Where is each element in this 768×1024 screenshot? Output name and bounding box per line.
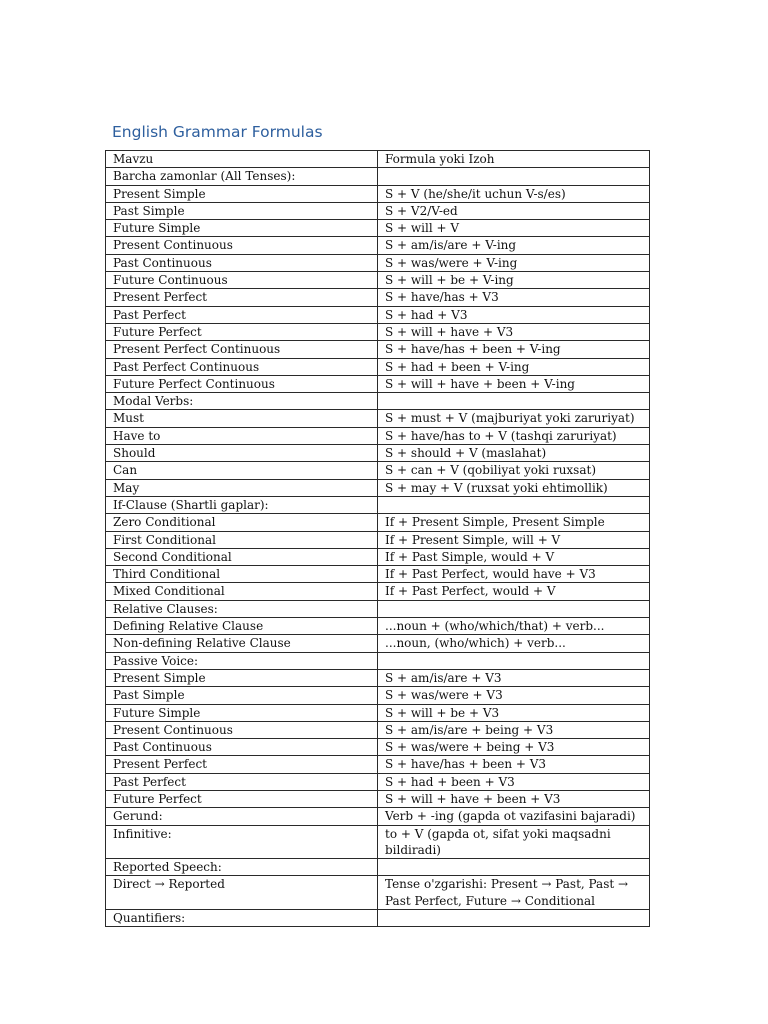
topic-cell: Present Perfect Continuous (106, 341, 378, 358)
topic-cell: Past Perfect Continuous (106, 358, 378, 375)
formula-cell (378, 652, 650, 669)
topic-cell: Future Perfect (106, 323, 378, 340)
table-row (106, 202, 650, 219)
formula-cell: S + am/is/are + being + V3 (378, 721, 650, 738)
topic-cell: If-Clause (Shartli gaplar): (106, 496, 378, 513)
topic-cell: Future Continuous (106, 272, 378, 289)
table-row (106, 358, 650, 375)
topic-cell: Past Perfect (106, 306, 378, 323)
topic-cell: Past Continuous (106, 254, 378, 271)
table-row (106, 808, 650, 825)
table-row (106, 496, 650, 513)
formula-cell: ...noun, (who/which) + verb... (378, 635, 650, 652)
document-title: English Grammar Formulas (112, 123, 323, 141)
formula-cell: S + may + V (ruxsat yoki ehtimollik) (378, 479, 650, 496)
topic-cell: Must (106, 410, 378, 427)
table-row (106, 669, 650, 686)
formula-cell: If + Past Simple, would + V (378, 548, 650, 565)
topic-cell: Zero Conditional (106, 514, 378, 531)
formula-cell: S + have/has + V3 (378, 289, 650, 306)
formula-cell: S + will + V (378, 220, 650, 237)
topic-cell: May (106, 479, 378, 496)
formula-cell: If + Present Simple, will + V (378, 531, 650, 548)
topic-cell: Non-defining Relative Clause (106, 635, 378, 652)
header-cell-formula: Formula yoki Izoh (378, 151, 650, 168)
formula-cell: S + had + been + V-ing (378, 358, 650, 375)
table-row (106, 704, 650, 721)
formula-cell: S + was/were + V3 (378, 687, 650, 704)
table-row (106, 910, 650, 927)
formula-cell: to + V (gapda ot, sifat yoki maqsadni bildiradi) (378, 825, 650, 859)
topic-cell: Future Perfect Continuous (106, 375, 378, 392)
formula-cell: S + had + been + V3 (378, 773, 650, 790)
formula-cell (378, 859, 650, 876)
topic-cell: Present Continuous (106, 237, 378, 254)
table-row (106, 652, 650, 669)
table-row (106, 462, 650, 479)
formula-cell: S + V2/V-ed (378, 202, 650, 219)
table-row (106, 859, 650, 876)
formula-cell: S + was/were + V-ing (378, 254, 650, 271)
formula-cell (378, 168, 650, 185)
topic-cell: Modal Verbs: (106, 393, 378, 410)
topic-cell: Can (106, 462, 378, 479)
formula-cell: S + must + V (majburiyat yoki zaruriyat) (378, 410, 650, 427)
formula-cell: S + can + V (qobiliyat yoki ruxsat) (378, 462, 650, 479)
topic-cell: First Conditional (106, 531, 378, 548)
topic-cell: Direct → Reported (106, 876, 378, 910)
formula-cell: Tense o'zgarishi: Present → Past, Past → Past Perfect, Future → Conditional (378, 876, 650, 910)
table-row (106, 237, 650, 254)
formula-cell: S + will + be + V-ing (378, 272, 650, 289)
table-row (106, 790, 650, 807)
formula-cell: S + was/were + being + V3 (378, 739, 650, 756)
formula-cell: S + should + V (maslahat) (378, 445, 650, 462)
table-row (106, 876, 650, 910)
formula-cell: ...noun + (who/which/that) + verb... (378, 618, 650, 635)
table-row (106, 306, 650, 323)
table-row (106, 583, 650, 600)
formula-cell (378, 393, 650, 410)
table-row (106, 721, 650, 738)
formula-cell: Verb + -ing (gapda ot vazifasini bajaradi) (378, 808, 650, 825)
table-row (106, 739, 650, 756)
table-row (106, 410, 650, 427)
table-row (106, 289, 650, 306)
table-row (106, 272, 650, 289)
formula-cell: S + V (he/she/it uchun V-s/es) (378, 185, 650, 202)
formula-cell: S + will + have + been + V3 (378, 790, 650, 807)
formula-cell: If + Past Perfect, would have + V3 (378, 566, 650, 583)
formula-cell: S + will + be + V3 (378, 704, 650, 721)
formula-cell: S + am/is/are + V3 (378, 669, 650, 686)
topic-cell: Past Perfect (106, 773, 378, 790)
table-row (106, 479, 650, 496)
formula-cell: If + Present Simple, Present Simple (378, 514, 650, 531)
table-row (106, 254, 650, 271)
formula-cell: S + am/is/are + V-ing (378, 237, 650, 254)
topic-cell: Second Conditional (106, 548, 378, 565)
topic-cell: Relative Clauses: (106, 600, 378, 617)
formula-cell: S + have/has + been + V3 (378, 756, 650, 773)
table-row (106, 341, 650, 358)
table-body (106, 151, 650, 927)
table-row (106, 756, 650, 773)
topic-cell: Present Simple (106, 669, 378, 686)
topic-cell: Infinitive: (106, 825, 378, 859)
topic-cell: Present Continuous (106, 721, 378, 738)
topic-cell: Reported Speech: (106, 859, 378, 876)
table-row (106, 168, 650, 185)
table-row (106, 825, 650, 859)
formula-cell (378, 600, 650, 617)
table-row (106, 375, 650, 392)
topic-cell: Barcha zamonlar (All Tenses): (106, 168, 378, 185)
table-row (106, 635, 650, 652)
table-row (106, 618, 650, 635)
topic-cell: Defining Relative Clause (106, 618, 378, 635)
table-row (106, 548, 650, 565)
table-row (106, 687, 650, 704)
formula-cell: S + have/has to + V (tashqi zaruriyat) (378, 427, 650, 444)
topic-cell: Future Simple (106, 704, 378, 721)
topic-cell: Past Simple (106, 202, 378, 219)
table-row (106, 427, 650, 444)
topic-cell: Future Perfect (106, 790, 378, 807)
topic-cell: Gerund: (106, 808, 378, 825)
topic-cell: Passive Voice: (106, 652, 378, 669)
topic-cell: Future Simple (106, 220, 378, 237)
table-row (106, 773, 650, 790)
formula-cell: If + Past Perfect, would + V (378, 583, 650, 600)
topic-cell: Present Simple (106, 185, 378, 202)
table-row (106, 220, 650, 237)
table-row (106, 514, 650, 531)
table-header-row (106, 151, 650, 168)
formula-cell (378, 496, 650, 513)
table-row (106, 566, 650, 583)
table-row (106, 531, 650, 548)
topic-cell: Past Continuous (106, 739, 378, 756)
topic-cell: Past Simple (106, 687, 378, 704)
topic-cell: Present Perfect (106, 289, 378, 306)
formula-cell: S + had + V3 (378, 306, 650, 323)
topic-cell: Have to (106, 427, 378, 444)
table-row (106, 323, 650, 340)
header-cell-topic: Mavzu (106, 151, 378, 168)
topic-cell: Third Conditional (106, 566, 378, 583)
formula-cell: S + have/has + been + V-ing (378, 341, 650, 358)
table-row (106, 445, 650, 462)
topic-cell: Quantifiers: (106, 910, 378, 927)
table-row (106, 185, 650, 202)
topic-cell: Mixed Conditional (106, 583, 378, 600)
table-row (106, 600, 650, 617)
formula-cell: S + will + have + been + V-ing (378, 375, 650, 392)
formula-cell (378, 910, 650, 927)
grammar-formula-table (105, 150, 650, 927)
table-row (106, 393, 650, 410)
formula-cell: S + will + have + V3 (378, 323, 650, 340)
topic-cell: Present Perfect (106, 756, 378, 773)
topic-cell: Should (106, 445, 378, 462)
